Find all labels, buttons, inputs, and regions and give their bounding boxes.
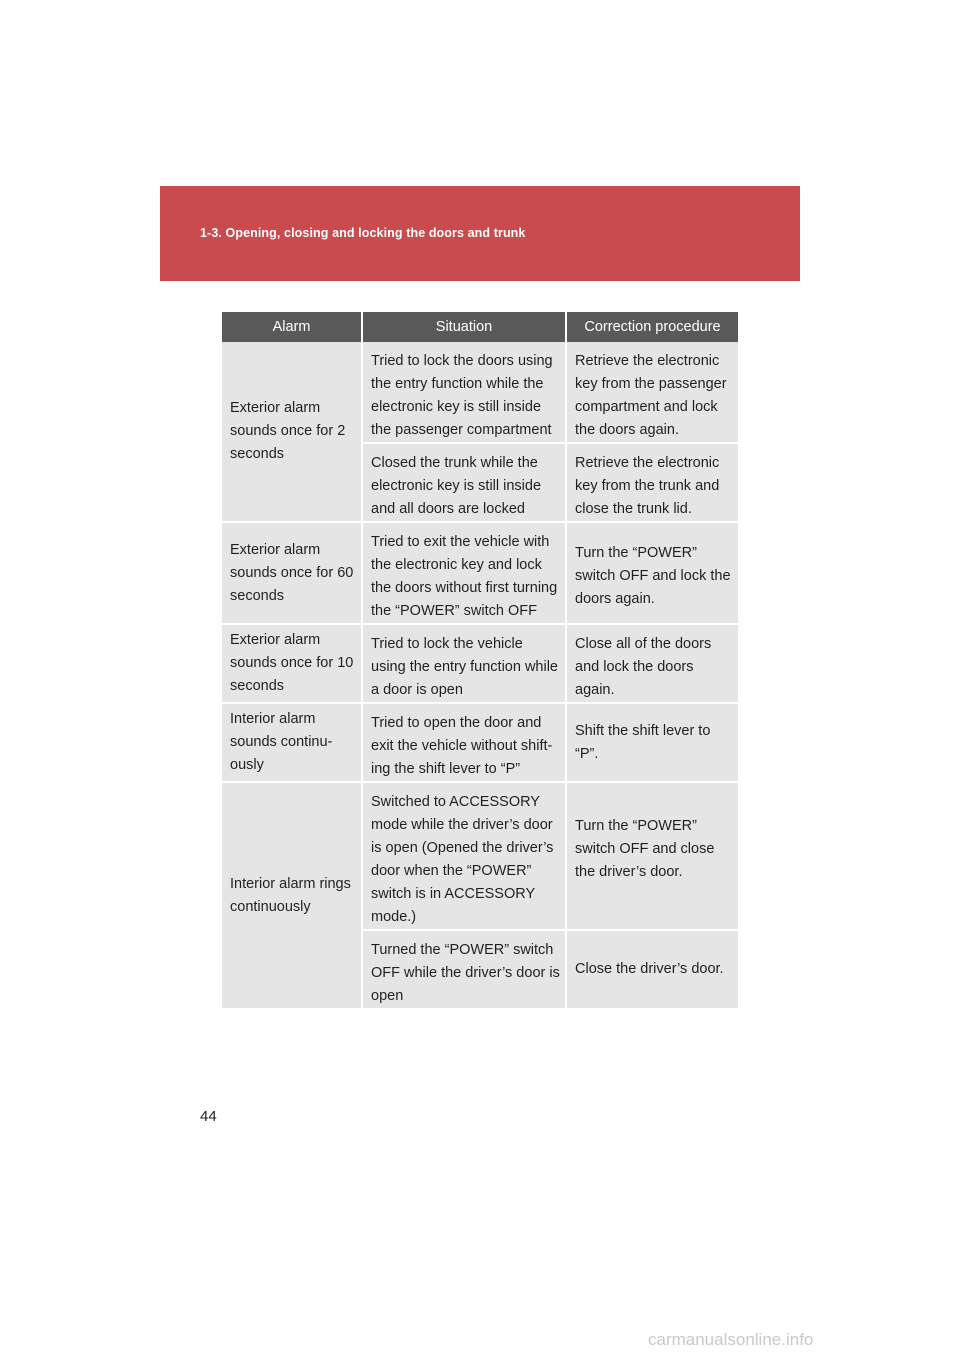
alarm-cell: Exterior alarm sounds once for 60 seconds <box>222 522 362 624</box>
correction-cell: Close the driver’s door. <box>566 930 738 1009</box>
situation-cell: Tried to open the door and exit the vehicle without shift-ing the shift lever to “P” <box>362 703 566 782</box>
situation-cell: Turned the “POWER” switch OFF while the driver’s door is open <box>362 930 566 1009</box>
table-row <box>222 522 738 624</box>
correction-cell: Retrieve the electronic key from the passenger compartment and lock the doors again. <box>566 342 738 443</box>
table-header-row <box>222 312 738 342</box>
alarm-cell: Exterior alarm sounds once for 10 seconds <box>222 624 362 703</box>
situation-cell: Tried to exit the vehicle with the electronic key and lock the doors without first turning the “POWER” switch OFF <box>362 522 566 624</box>
section-title: 1-3. Opening, closing and locking the doors and trunk <box>200 226 526 240</box>
alarm-cell: Exterior alarm sounds once for 2 seconds <box>222 342 362 522</box>
table-row <box>222 624 738 703</box>
table-row <box>222 342 738 443</box>
column-header-situation: Situation <box>362 312 566 342</box>
alarm-cell: Interior alarm sounds continu-ously <box>222 703 362 782</box>
page-number: 44 <box>200 1108 217 1125</box>
correction-cell: Turn the “POWER” switch OFF and lock the doors again. <box>566 522 738 624</box>
situation-cell: Tried to lock the doors using the entry function while the electronic key is still inside the passenger compartment <box>362 342 566 443</box>
correction-cell: Close all of the doors and lock the doors again. <box>566 624 738 703</box>
alarm-cell: Interior alarm rings continuously <box>222 782 362 1009</box>
column-header-correction: Correction procedure <box>566 312 738 342</box>
table-row <box>222 703 738 782</box>
situation-cell: Tried to lock the vehicle using the entry function while a door is open <box>362 624 566 703</box>
correction-cell: Retrieve the electronic key from the trunk and close the trunk lid. <box>566 443 738 522</box>
column-header-alarm: Alarm <box>222 312 362 342</box>
correction-cell: Shift the shift lever to “P”. <box>566 703 738 782</box>
table-row <box>222 782 738 930</box>
alarm-table <box>222 312 738 1010</box>
situation-cell: Closed the trunk while the electronic key is still inside and all doors are locked <box>362 443 566 522</box>
watermark: carmanualsonline.info <box>648 1330 814 1349</box>
situation-cell: Switched to ACCESSORY mode while the driver’s door is open (Opened the driver’s door when the “POWER” switch is in ACCESSORY mode.) <box>362 782 566 930</box>
section-header-band <box>160 186 800 281</box>
correction-cell: Turn the “POWER” switch OFF and close the driver’s door. <box>566 782 738 930</box>
